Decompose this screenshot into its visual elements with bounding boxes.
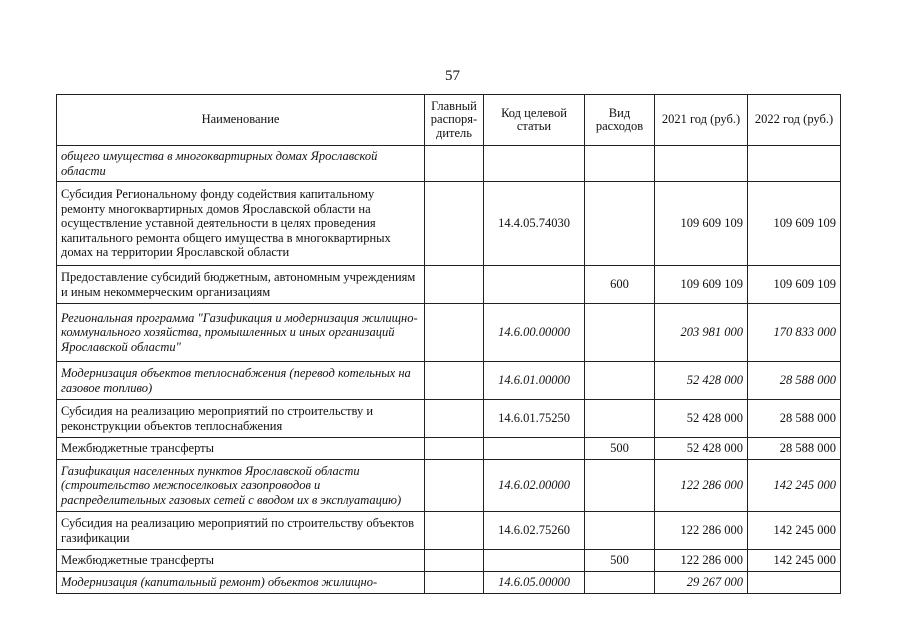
- cell-main-manager: [425, 146, 484, 182]
- cell-target-code: 14.6.02.75260: [484, 512, 585, 550]
- cell-year-2021: 52 428 000: [655, 400, 748, 438]
- cell-year-2022: [748, 146, 841, 182]
- cell-name: Региональная программа "Газификация и модернизация жилищно-коммунального хозяйства, промышленных и иных организаций Ярославской области": [57, 304, 425, 362]
- page-number: 57: [445, 68, 460, 84]
- cell-expense-kind: [585, 304, 655, 362]
- cell-target-code: [484, 266, 585, 304]
- cell-expense-kind: 600: [585, 266, 655, 304]
- cell-target-code: 14.6.02.00000: [484, 460, 585, 512]
- budget-table: [56, 94, 841, 594]
- table-row: [57, 146, 841, 182]
- cell-expense-kind: [585, 400, 655, 438]
- cell-name: Субсидия на реализацию мероприятий по строительству объектов газификации: [57, 512, 425, 550]
- cell-year-2021: 52 428 000: [655, 362, 748, 400]
- cell-year-2022: 142 245 000: [748, 512, 841, 550]
- cell-year-2021: 109 609 109: [655, 182, 748, 266]
- cell-main-manager: [425, 304, 484, 362]
- table-row: [57, 460, 841, 512]
- table-row: [57, 362, 841, 400]
- cell-main-manager: [425, 182, 484, 266]
- cell-main-manager: [425, 400, 484, 438]
- cell-main-manager: [425, 512, 484, 550]
- cell-target-code: [484, 550, 585, 572]
- cell-year-2021: 109 609 109: [655, 266, 748, 304]
- cell-target-code: 14.6.05.00000: [484, 572, 585, 594]
- cell-name: Газификация населенных пунктов Ярославской области (строительство межпоселковых газопроводов и распределительных газовых сетей с вводом их в эксплуатацию): [57, 460, 425, 512]
- cell-expense-kind: [585, 362, 655, 400]
- cell-target-code: [484, 146, 585, 182]
- cell-expense-kind: 500: [585, 550, 655, 572]
- cell-main-manager: [425, 266, 484, 304]
- cell-year-2022: 28 588 000: [748, 438, 841, 460]
- cell-year-2022: 142 245 000: [748, 460, 841, 512]
- cell-year-2022: 28 588 000: [748, 400, 841, 438]
- cell-target-code: 14.6.01.00000: [484, 362, 585, 400]
- cell-year-2021: [655, 146, 748, 182]
- cell-name: Межбюджетные трансферты: [57, 550, 425, 572]
- cell-target-code: 14.6.01.75250: [484, 400, 585, 438]
- cell-year-2021: 122 286 000: [655, 512, 748, 550]
- table-row: [57, 550, 841, 572]
- cell-expense-kind: 500: [585, 438, 655, 460]
- cell-year-2022: 109 609 109: [748, 266, 841, 304]
- cell-name: Модернизация (капитальный ремонт) объектов жилищно-: [57, 572, 425, 594]
- header-target-code: Код целевой статьи: [484, 95, 585, 146]
- cell-main-manager: [425, 550, 484, 572]
- cell-year-2022: [748, 572, 841, 594]
- header-name: Наименование: [57, 95, 425, 146]
- header-year-2022: 2022 год (руб.): [748, 95, 841, 146]
- cell-year-2021: 122 286 000: [655, 550, 748, 572]
- cell-name: общего имущества в многоквартирных домах Ярославской области: [57, 146, 425, 182]
- table-row: [57, 182, 841, 266]
- cell-name: Межбюджетные трансферты: [57, 438, 425, 460]
- table-row: [57, 512, 841, 550]
- cell-name: Модернизация объектов теплоснабжения (перевод котельных на газовое топливо): [57, 362, 425, 400]
- cell-target-code: 14.4.05.74030: [484, 182, 585, 266]
- cell-main-manager: [425, 362, 484, 400]
- table-row: [57, 266, 841, 304]
- cell-year-2022: 109 609 109: [748, 182, 841, 266]
- cell-year-2021: 203 981 000: [655, 304, 748, 362]
- header-expense-kind: Вид расходов: [585, 95, 655, 146]
- cell-name: Субсидия на реализацию мероприятий по строительству и реконструкции объектов теплоснабжения: [57, 400, 425, 438]
- cell-target-code: [484, 438, 585, 460]
- cell-main-manager: [425, 460, 484, 512]
- cell-name: Предоставление субсидий бюджетным, автономным учреждениям и иным некоммерческим организациям: [57, 266, 425, 304]
- header-year-2021: 2021 год (руб.): [655, 95, 748, 146]
- header-main-manager: Главный распоря-дитель: [425, 95, 484, 146]
- cell-year-2022: 142 245 000: [748, 550, 841, 572]
- table-row: [57, 400, 841, 438]
- cell-expense-kind: [585, 146, 655, 182]
- table-body: [57, 146, 841, 594]
- cell-year-2022: 28 588 000: [748, 362, 841, 400]
- cell-year-2021: 29 267 000: [655, 572, 748, 594]
- cell-expense-kind: [585, 182, 655, 266]
- cell-year-2021: 52 428 000: [655, 438, 748, 460]
- cell-expense-kind: [585, 572, 655, 594]
- cell-year-2021: 122 286 000: [655, 460, 748, 512]
- table-header-row: [57, 95, 841, 146]
- cell-year-2022: 170 833 000: [748, 304, 841, 362]
- cell-main-manager: [425, 572, 484, 594]
- cell-main-manager: [425, 438, 484, 460]
- table-row: [57, 572, 841, 594]
- cell-expense-kind: [585, 512, 655, 550]
- table-row: [57, 438, 841, 460]
- cell-name: Субсидия Региональному фонду содействия капитальному ремонту многоквартирных домов Ярославской области на осуществление уставной деятельности в целях проведения капитального ремонта общего имущества в многоквартирных домах на территории Ярославской области: [57, 182, 425, 266]
- cell-expense-kind: [585, 460, 655, 512]
- table-row: [57, 304, 841, 362]
- cell-target-code: 14.6.00.00000: [484, 304, 585, 362]
